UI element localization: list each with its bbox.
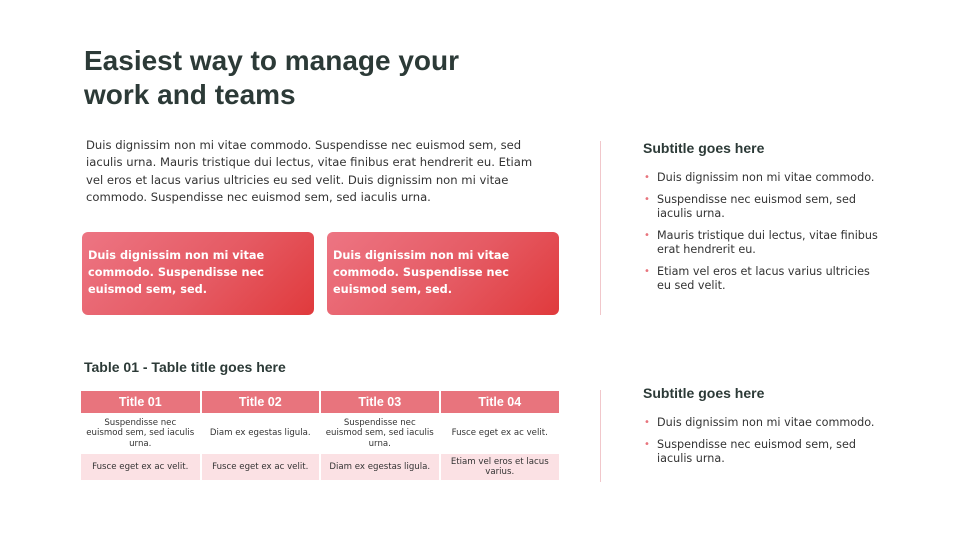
bullet-text: Duis dignissim non mi vitae commodo.	[657, 416, 875, 429]
table-header-cell: Title 04	[440, 391, 560, 413]
highlight-card-1: Duis dignissim non mi vitae commodo. Suspendisse nec euismod sem, sed.	[82, 232, 314, 315]
bullet-text: Duis dignissim non mi vitae commodo.	[657, 171, 875, 184]
table-cell: Suspendisse nec euismod sem, sed iaculis urna.	[320, 413, 440, 454]
bullet-dot-icon: •	[644, 417, 650, 428]
table-header-cell: Title 02	[201, 391, 321, 413]
bullet-dot-icon: •	[644, 172, 650, 183]
vertical-divider	[600, 390, 601, 482]
bullet-text: Etiam vel eros et lacus varius ultricies eu sed velit.	[657, 265, 870, 292]
section-subtitle-1: Subtitle goes here	[643, 140, 765, 156]
bullet-item	[643, 229, 883, 257]
table-row	[81, 413, 559, 454]
section-subtitle-2: Subtitle goes here	[643, 385, 765, 401]
bullet-item	[643, 171, 883, 185]
vertical-divider	[600, 141, 601, 315]
table-cell: Fusce eget ex ac velit.	[81, 454, 201, 480]
bullet-text: Mauris tristique dui lectus, vitae finibus erat hendrerit eu.	[657, 229, 878, 256]
table-cell: Etiam vel eros et lacus varius.	[440, 454, 560, 480]
table-header-cell: Title 01	[81, 391, 201, 413]
bullet-item	[643, 416, 883, 430]
bullet-list-1	[643, 171, 883, 301]
data-table	[81, 391, 559, 480]
table-cell: Diam ex egestas ligula.	[201, 413, 321, 454]
bullet-dot-icon: •	[644, 266, 650, 277]
bullet-text: Suspendisse nec euismod sem, sed iaculis urna.	[657, 193, 856, 220]
table-cell: Fusce eget ex ac velit.	[201, 454, 321, 480]
table-cell: Fusce eget ex ac velit.	[440, 413, 560, 454]
bullet-item	[643, 438, 883, 466]
bullet-text: Suspendisse nec euismod sem, sed iaculis urna.	[657, 438, 856, 465]
bullet-dot-icon: •	[644, 194, 650, 205]
bullet-dot-icon: •	[644, 439, 650, 450]
page-title: Easiest way to manage your work and teams	[84, 45, 460, 110]
table-cell: Diam ex egestas ligula.	[320, 454, 440, 480]
table-cell: Suspendisse nec euismod sem, sed iaculis urna.	[81, 413, 201, 454]
highlight-card-2: Duis dignissim non mi vitae commodo. Suspendisse nec euismod sem, sed.	[327, 232, 559, 315]
bullet-dot-icon: •	[644, 230, 650, 241]
table-header-row	[81, 391, 559, 413]
intro-paragraph: Duis dignissim non mi vitae commodo. Suspendisse nec euismod sem, sed iaculis urna. Mauris tristique dui lectus, vitae finibus erat hendrerit eu. Etiam vel eros et lacus varius ultricies eu sed velit. Duis dignissim non mi vitae commodo. Suspendisse nec euismod sem, sed iaculis urna.	[86, 138, 533, 205]
table-title: Table 01 - Table title goes here	[84, 359, 286, 375]
table-row	[81, 454, 559, 480]
bullet-list-2	[643, 416, 883, 474]
bullet-item	[643, 265, 883, 293]
bullet-item	[643, 193, 883, 221]
table-header-cell: Title 03	[320, 391, 440, 413]
